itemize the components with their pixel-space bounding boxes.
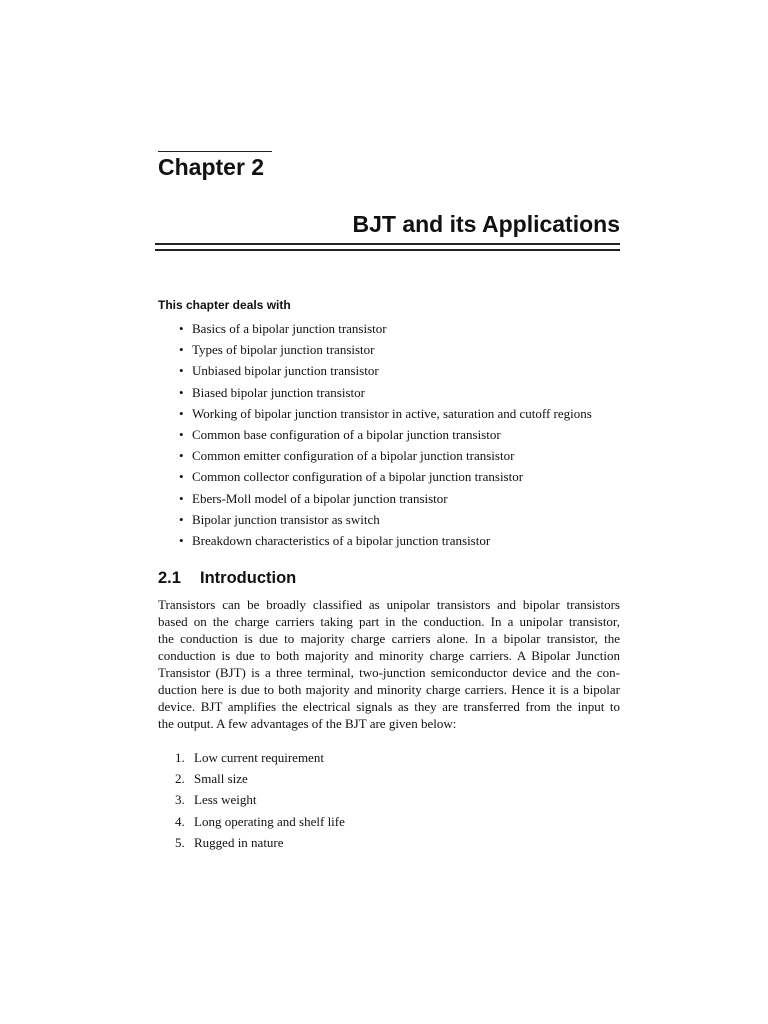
document-page [158, 0, 620, 1024]
list-item [176, 488, 592, 509]
bullet-icon: • [179, 426, 184, 442]
list-item [176, 466, 592, 487]
topic-text: Ebers-Moll model of a bipolar junction transistor [192, 490, 448, 506]
paragraph-line: conduction is due to both majority and minority charge carriers. A Bipolar Junction [158, 648, 620, 663]
item-text: Less weight [194, 792, 257, 808]
item-text: Rugged in nature [194, 834, 284, 850]
paragraph-line: the conduction is due to majority charge carriers alone. In a bipolar transistor, the [158, 631, 620, 646]
bullet-icon: • [179, 490, 184, 506]
intro-paragraph [158, 596, 620, 732]
bullet-icon: • [179, 342, 184, 358]
list-item [176, 424, 592, 445]
topic-text: Bipolar junction transistor as switch [192, 511, 380, 527]
bullet-icon: • [179, 363, 184, 379]
topic-text: Biased bipolar junction transistor [192, 384, 365, 400]
paragraph-line: based on the charge carriers taking part in the conduction. In a unipolar transistor, [158, 614, 620, 629]
section-number: 2.1 [158, 569, 181, 587]
item-text: Small size [194, 771, 248, 787]
chapter-title: BJT and its Applications [352, 211, 620, 237]
bullet-icon: • [179, 532, 184, 548]
section-heading [158, 566, 296, 590]
bullet-icon: • [179, 469, 184, 485]
paragraph-line: duction here is due to both majority and minority charge carriers. Hence it is a bipolar [158, 682, 620, 697]
topic-text: Working of bipolar junction transistor in active, saturation and cutoff regions [192, 405, 592, 421]
topic-list [176, 318, 592, 551]
topic-text: Breakdown characteristics of a bipolar junction transistor [192, 532, 491, 548]
list-item [176, 382, 592, 403]
list-item [175, 811, 345, 832]
list-item [176, 445, 592, 466]
topic-text: Common emitter configuration of a bipolar junction transistor [192, 448, 515, 464]
advantages-list [175, 747, 345, 853]
topic-text: Common collector configuration of a bipolar junction transistor [192, 469, 524, 485]
item-number: 1. [175, 750, 185, 765]
bullet-icon: • [179, 448, 184, 464]
topic-text: Common base configuration of a bipolar junction transistor [192, 426, 501, 442]
item-number: 5. [175, 834, 185, 850]
list-item [176, 530, 592, 551]
item-text: Long operating and shelf life [194, 813, 345, 829]
paragraph-line: Transistors can be broadly classified as unipolar transistors and bipolar transistors [158, 597, 620, 612]
topic-text: Unbiased bipolar junction transistor [192, 363, 379, 379]
paragraph-line: the output. A few advantages of the BJT are given below: [158, 716, 457, 731]
list-item [175, 768, 345, 789]
bullet-icon: • [179, 321, 184, 336]
list-item [176, 360, 592, 381]
section-title: Introduction [200, 569, 297, 587]
topic-text: Basics of a bipolar junction transistor [192, 321, 387, 336]
title-rule-bottom [155, 249, 620, 251]
item-number: 2. [175, 771, 185, 787]
item-number: 3. [175, 792, 185, 808]
list-item [175, 832, 345, 853]
list-item [175, 747, 345, 768]
paragraph-line: device. BJT amplifies the electrical signals as they are transferred from the input to [158, 699, 620, 714]
bullet-icon: • [179, 405, 184, 421]
chapter-label: Chapter 2 [158, 154, 265, 180]
bullet-icon: • [179, 511, 184, 527]
bullet-icon: • [179, 384, 184, 400]
item-text: Low current requirement [194, 750, 324, 765]
list-item [176, 509, 592, 530]
item-number: 4. [175, 813, 185, 829]
intro-heading: This chapter deals with [158, 298, 291, 312]
list-item [175, 789, 345, 810]
list-item [176, 403, 592, 424]
list-item [176, 318, 592, 339]
title-rule-top [155, 243, 620, 245]
topic-text: Types of bipolar junction transistor [192, 342, 375, 358]
list-item [176, 339, 592, 360]
paragraph-line: Transistor (BJT) is a three terminal, two-junction semiconductor device and the con- [158, 665, 620, 680]
